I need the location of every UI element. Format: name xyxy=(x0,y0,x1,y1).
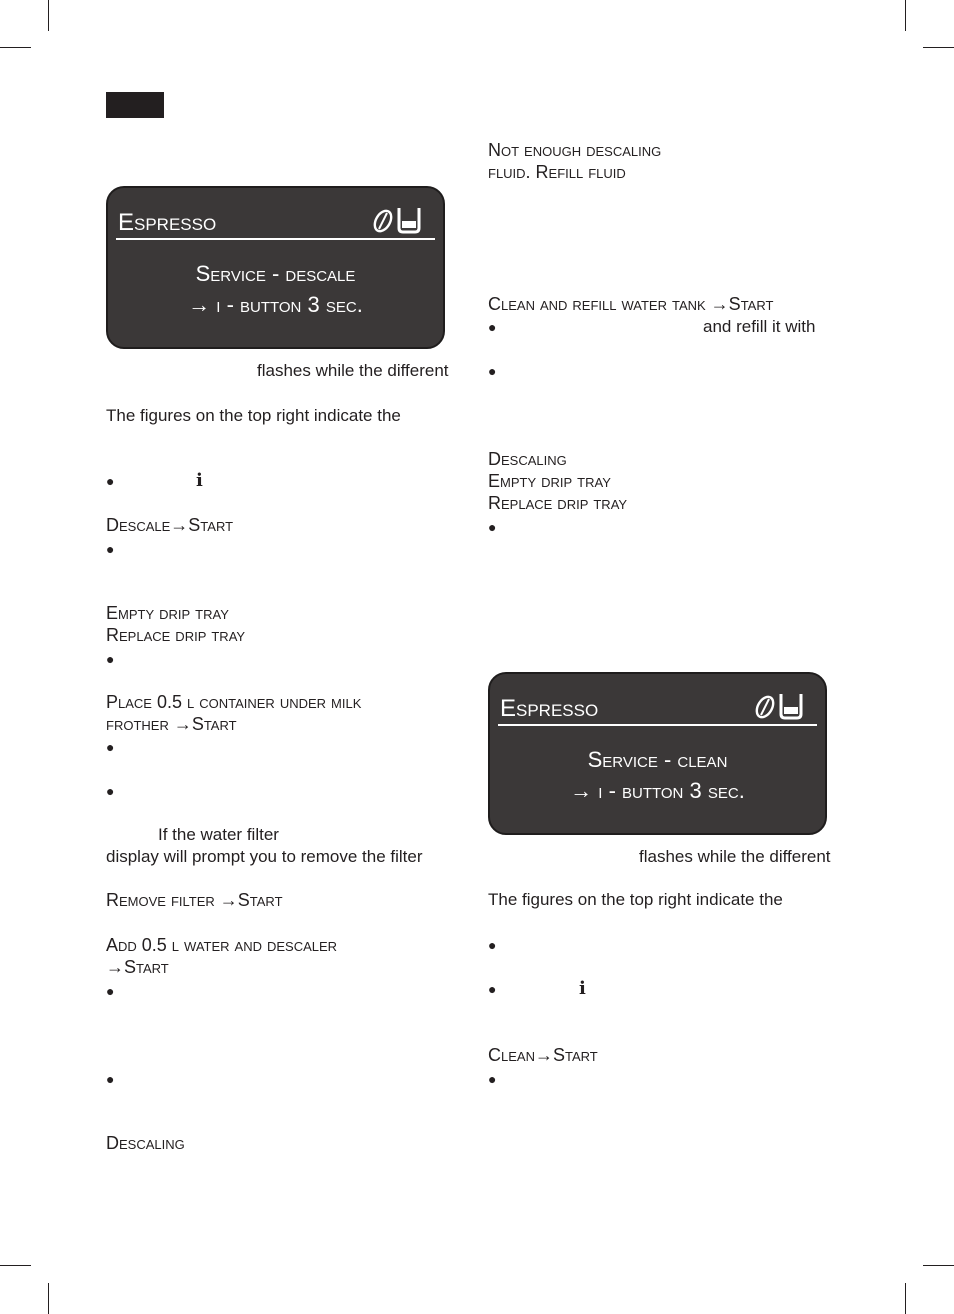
refill-text: and refill it with xyxy=(703,317,816,336)
heading-descale-start: Descale→Start xyxy=(106,515,234,535)
water-filter-text: If the water filter xyxy=(158,825,279,844)
crop-mark xyxy=(48,0,49,31)
bullet: ● xyxy=(106,1071,115,1087)
bullet: ● xyxy=(488,319,497,335)
heading-add-water-2: →Start xyxy=(106,957,169,977)
heading-place-container-1: Place 0.5 l container under milk xyxy=(106,692,362,712)
info-i-symbol: i xyxy=(579,978,586,999)
heading-replace-drip-tray: Replace drip tray xyxy=(488,493,628,513)
heading-place-container-2: frother →Start xyxy=(106,714,237,734)
display-title: Espresso xyxy=(500,695,599,722)
bullet: ● xyxy=(106,783,115,799)
heading-clean-refill: Clean and refill water tank →Start xyxy=(488,294,774,314)
heading-not-enough-1: Not enough descaling xyxy=(488,140,662,160)
heading-clean-start: Clean→Start xyxy=(488,1045,598,1065)
display-line-1: Service - descale xyxy=(195,261,356,286)
display-line-1: Service - clean xyxy=(587,747,728,772)
cup-icon xyxy=(399,208,419,232)
bullet: ● xyxy=(106,651,115,667)
figures-text: The figures on the top right indicate the xyxy=(488,890,783,909)
heading-descaling: Descaling xyxy=(106,1133,185,1153)
display-panel-descale xyxy=(106,186,445,349)
display-line-2: → i - button 3 sec. xyxy=(570,778,745,803)
display-title: Espresso xyxy=(118,209,217,236)
crop-mark xyxy=(0,47,31,48)
crop-mark xyxy=(923,47,954,48)
flashes-text: flashes while the different xyxy=(257,361,449,380)
crop-mark xyxy=(0,1265,31,1266)
heading-remove-filter: Remove filter →Start xyxy=(106,890,283,910)
bullet: ● xyxy=(106,473,115,489)
bullet: ● xyxy=(106,739,115,755)
coffee-bean-icon xyxy=(753,694,776,720)
page-language-tab xyxy=(106,92,164,118)
display-prompt-text: display will prompt you to remove the filter xyxy=(106,847,423,866)
display-icons xyxy=(371,202,429,236)
crop-mark xyxy=(905,1283,906,1314)
bullet: ● xyxy=(488,1071,497,1087)
display-divider xyxy=(498,724,817,726)
heading-not-enough-2: fluid. Refill fluid xyxy=(488,162,626,182)
heading-empty-drip-tray: Empty drip tray xyxy=(488,471,611,491)
info-i-symbol: i xyxy=(196,470,203,491)
heading-add-water-1: Add 0.5 l water and descaler xyxy=(106,935,338,955)
bullet: ● xyxy=(488,981,497,997)
display-panel-clean xyxy=(488,672,827,835)
heading-replace-drip-tray: Replace drip tray xyxy=(106,625,246,645)
display-divider xyxy=(116,238,435,240)
display-line-2: → i - button 3 sec. xyxy=(188,292,363,317)
flashes-text: flashes while the different xyxy=(639,847,831,866)
crop-mark xyxy=(923,1265,954,1266)
bullet: ● xyxy=(488,937,497,953)
bullet: ● xyxy=(488,519,497,535)
crop-mark xyxy=(905,0,906,31)
coffee-bean-icon xyxy=(371,208,394,234)
bullet: ● xyxy=(488,363,497,379)
cup-icon xyxy=(781,694,801,718)
bullet: ● xyxy=(106,983,115,999)
crop-mark xyxy=(48,1283,49,1314)
heading-empty-drip-tray: Empty drip tray xyxy=(106,603,229,623)
bullet: ● xyxy=(106,541,115,557)
display-icons xyxy=(753,688,811,722)
figures-text: The figures on the top right indicate the xyxy=(106,406,401,425)
heading-descaling: Descaling xyxy=(488,449,567,469)
